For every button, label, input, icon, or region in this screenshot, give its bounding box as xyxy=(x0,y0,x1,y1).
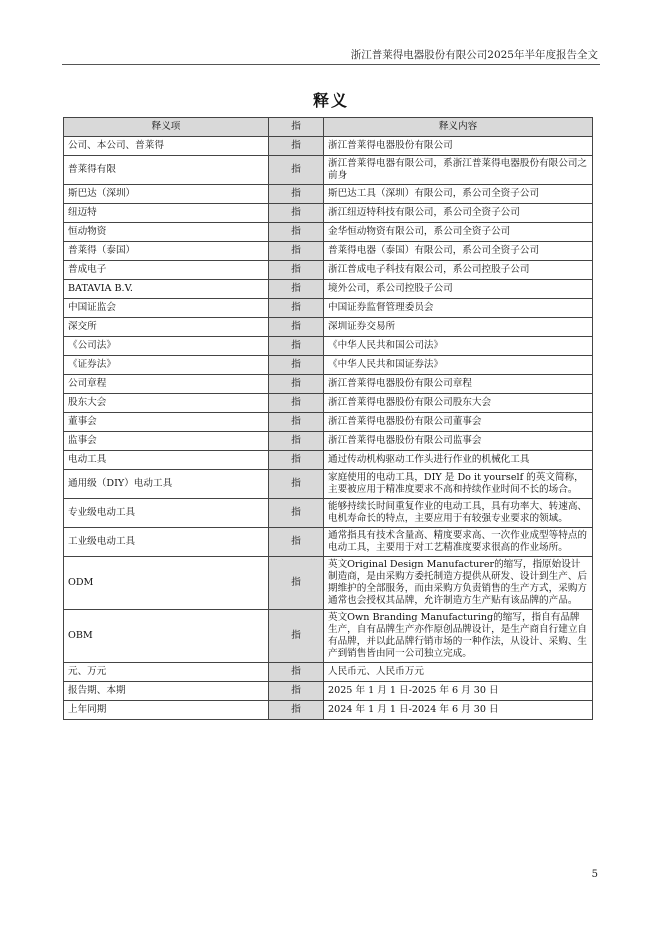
definition-term: 恒动物资 xyxy=(64,223,269,242)
definition-term: 纽迈特 xyxy=(64,204,269,223)
table-row xyxy=(64,470,593,499)
definition-term: 中国证监会 xyxy=(64,299,269,318)
definition-ref: 指 xyxy=(269,663,324,682)
definition-term: ODM xyxy=(64,557,269,610)
definition-ref: 指 xyxy=(269,682,324,701)
definition-term: 普莱得有限 xyxy=(64,156,269,185)
definition-term: 元、万元 xyxy=(64,663,269,682)
table-row xyxy=(64,610,593,663)
definition-description: 浙江纽迈特科技有限公司，系公司全资子公司 xyxy=(324,204,593,223)
definition-description: 浙江普成电子科技有限公司，系公司控股子公司 xyxy=(324,261,593,280)
definition-ref: 指 xyxy=(269,204,324,223)
definition-term: 普莱得（泰国） xyxy=(64,242,269,261)
definition-description: 2025 年 1 月 1 日-2025 年 6 月 30 日 xyxy=(324,682,593,701)
definition-term: 《证券法》 xyxy=(64,356,269,375)
definition-ref: 指 xyxy=(269,499,324,528)
definition-ref: 指 xyxy=(269,413,324,432)
definition-description: 境外公司，系公司控股子公司 xyxy=(324,280,593,299)
page-number: 5 xyxy=(591,869,598,880)
column-header-description: 释义内容 xyxy=(324,118,593,137)
table-row xyxy=(64,204,593,223)
table-row xyxy=(64,185,593,204)
definition-term: 公司章程 xyxy=(64,375,269,394)
definition-description: 通常指具有技术含量高、精度要求高、一次作业成型等特点的电动工具，主要用于对工艺精准度要求很高的作业场所。 xyxy=(324,528,593,557)
definition-description: 2024 年 1 月 1 日-2024 年 6 月 30 日 xyxy=(324,701,593,720)
table-row xyxy=(64,413,593,432)
definition-description: 通过传动机构驱动工作头进行作业的机械化工具 xyxy=(324,451,593,470)
table-header-row xyxy=(64,118,593,137)
table-row xyxy=(64,318,593,337)
definition-description: 英文Original Design Manufacturer的缩写，指原始设计制造商，是由采购方委托制造方提供从研发、设计到生产、后期维护的全部服务，而由采购方负责销售的生产方式，采购方通常也会授权其品牌，允许制造方生产贴有该品牌的产品。 xyxy=(324,557,593,610)
definition-term: BATAVIA B.V. xyxy=(64,280,269,299)
definition-description: 家庭使用的电动工具，DIY 是 Do it yourself 的英文简称，主要被应用于精准度要求不高和持续作业时间不长的场合。 xyxy=(324,470,593,499)
header-divider xyxy=(62,64,600,65)
table-row xyxy=(64,394,593,413)
definition-ref: 指 xyxy=(269,610,324,663)
definition-ref: 指 xyxy=(269,299,324,318)
definition-ref: 指 xyxy=(269,432,324,451)
definition-term: 股东大会 xyxy=(64,394,269,413)
definition-ref: 指 xyxy=(269,451,324,470)
table-row xyxy=(64,137,593,156)
definition-description: 深圳证券交易所 xyxy=(324,318,593,337)
definition-description: 能够持续长时间重复作业的电动工具，具有功率大、转速高、电机寿命长的特点，主要应用于有较强专业要求的领域。 xyxy=(324,499,593,528)
table-row xyxy=(64,499,593,528)
definition-description: 浙江普莱得电器股份有限公司 xyxy=(324,137,593,156)
definition-term: 工业级电动工具 xyxy=(64,528,269,557)
table-row xyxy=(64,451,593,470)
definitions-table xyxy=(63,117,593,720)
table-row xyxy=(64,432,593,451)
definition-description: 斯巴达工具（深圳）有限公司，系公司全资子公司 xyxy=(324,185,593,204)
definition-description: 浙江普莱得电器股份有限公司章程 xyxy=(324,375,593,394)
definition-description: 浙江普莱得电器股份有限公司股东大会 xyxy=(324,394,593,413)
definition-description: 中国证券监督管理委员会 xyxy=(324,299,593,318)
table-row xyxy=(64,261,593,280)
definitions-table-body xyxy=(64,137,593,720)
definition-description: 《中华人民共和国公司法》 xyxy=(324,337,593,356)
definition-term: 通用级（DIY）电动工具 xyxy=(64,470,269,499)
definition-ref: 指 xyxy=(269,394,324,413)
definition-term: 深交所 xyxy=(64,318,269,337)
definition-description: 浙江普莱得电器股份有限公司监事会 xyxy=(324,432,593,451)
definition-ref: 指 xyxy=(269,318,324,337)
definition-ref: 指 xyxy=(269,470,324,499)
definition-ref: 指 xyxy=(269,337,324,356)
definition-ref: 指 xyxy=(269,156,324,185)
column-header-ref: 指 xyxy=(269,118,324,137)
definition-ref: 指 xyxy=(269,701,324,720)
report-header-title: 浙江普莱得电器股份有限公司2025年半年度报告全文 xyxy=(350,49,598,61)
table-row xyxy=(64,682,593,701)
table-row xyxy=(64,280,593,299)
definition-term: 监事会 xyxy=(64,432,269,451)
table-row xyxy=(64,701,593,720)
definition-ref: 指 xyxy=(269,261,324,280)
definition-description: 浙江普莱得电器股份有限公司董事会 xyxy=(324,413,593,432)
definition-description: 人民币元、人民币万元 xyxy=(324,663,593,682)
definition-ref: 指 xyxy=(269,375,324,394)
page-title: 释义 xyxy=(312,91,349,110)
table-row xyxy=(64,337,593,356)
definition-ref: 指 xyxy=(269,223,324,242)
table-row xyxy=(64,299,593,318)
definition-ref: 指 xyxy=(269,137,324,156)
definition-term: 电动工具 xyxy=(64,451,269,470)
definition-description: 普莱得电器（泰国）有限公司，系公司全资子公司 xyxy=(324,242,593,261)
definition-ref: 指 xyxy=(269,528,324,557)
table-row xyxy=(64,663,593,682)
column-header-term: 释义项 xyxy=(64,118,269,137)
definition-term: 普成电子 xyxy=(64,261,269,280)
definition-term: 上年同期 xyxy=(64,701,269,720)
table-row xyxy=(64,356,593,375)
table-row xyxy=(64,528,593,557)
table-row xyxy=(64,557,593,610)
definition-term: 专业级电动工具 xyxy=(64,499,269,528)
definition-ref: 指 xyxy=(269,242,324,261)
definition-term: 公司、本公司、普莱得 xyxy=(64,137,269,156)
definition-description: 《中华人民共和国证券法》 xyxy=(324,356,593,375)
definition-term: OBM xyxy=(64,610,269,663)
definition-term: 报告期、本期 xyxy=(64,682,269,701)
table-row xyxy=(64,375,593,394)
definition-ref: 指 xyxy=(269,557,324,610)
table-row xyxy=(64,223,593,242)
table-row xyxy=(64,156,593,185)
definition-description: 英文Own Branding Manufacturing的缩写，指自有品牌生产，自有品牌生产亦作原创品牌设计，是生产商自行建立自有品牌，并以此品牌行销市场的一种作法，从设计、采购、生产到销售皆由同一公司独立完成。 xyxy=(324,610,593,663)
definition-ref: 指 xyxy=(269,185,324,204)
definition-term: 《公司法》 xyxy=(64,337,269,356)
definition-term: 斯巴达（深圳） xyxy=(64,185,269,204)
definition-description: 浙江普莱得电器有限公司，系浙江普莱得电器股份有限公司之前身 xyxy=(324,156,593,185)
table-row xyxy=(64,242,593,261)
definition-ref: 指 xyxy=(269,280,324,299)
definition-description: 金华恒动物资有限公司，系公司全资子公司 xyxy=(324,223,593,242)
definition-term: 董事会 xyxy=(64,413,269,432)
definition-ref: 指 xyxy=(269,356,324,375)
